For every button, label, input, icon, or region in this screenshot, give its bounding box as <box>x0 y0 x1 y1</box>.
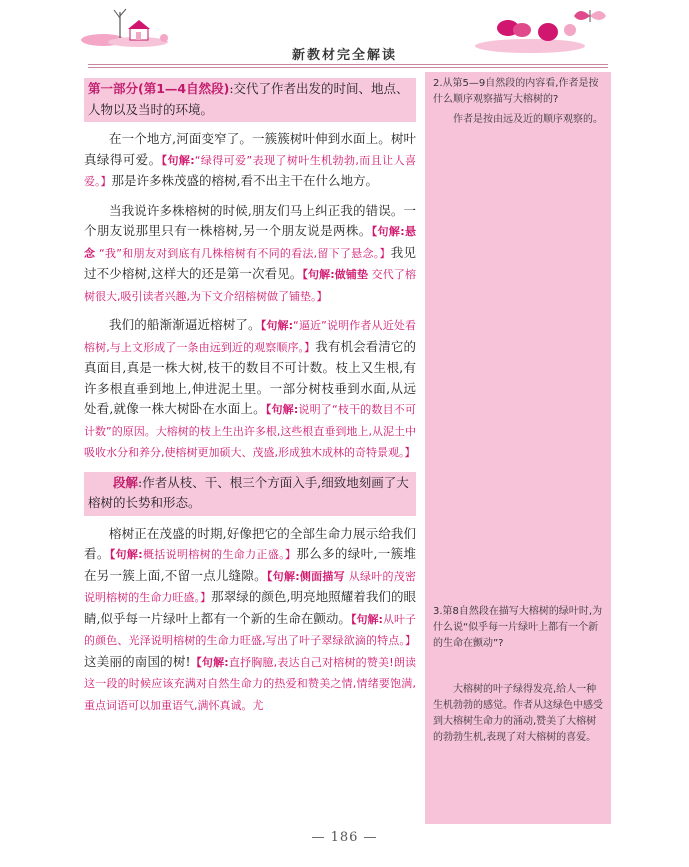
header-rule-lower <box>88 67 608 68</box>
paragraph-text: 这美丽的南国的树! <box>84 653 191 669</box>
segment-text: :作者从枝、干、根三个方面入手,细致地刻画了大榕树的长势和形态。 <box>88 474 409 510</box>
sidebar-questions <box>425 72 611 824</box>
sentence-note: 【句解:概括说明榕树的生命力正盛。】 <box>109 548 297 561</box>
part-summary-box <box>84 78 416 122</box>
sentence-note: 【句解:悬念 “我”和朋友对到底有几株榕树有不同的看法,留下了悬念。】 <box>84 225 416 260</box>
paragraph-text: 我们的船渐渐逼近榕树了。 <box>109 317 261 332</box>
sentence-note: 【句解:说明了“枝干的数目不可计数”的原因。大榕树的枝上生出许多根,这些根直垂到地上,从泥土中吸收水分和养分,使榕树更加硕大、茂盛,形成独木成林的奇特景观。】 <box>84 403 416 459</box>
sentence-note: 【句解:“绿得可爱”表现了树叶生机勃勃,而且让人喜爱。】 <box>84 153 416 188</box>
paragraph-3 <box>84 315 416 464</box>
sentence-note: 【句解:侧面描写 从绿叶的茂密说明榕树的生命力旺盛。】 <box>84 569 416 604</box>
page-number: — 186 — <box>311 830 378 845</box>
paragraph-4 <box>84 524 416 717</box>
paragraph-text: 在一个地方,河面变窄了。一簇簇树叶伸到水面上。树叶真绿得可爱。 <box>84 131 416 167</box>
part-text: :交代了作者出发的时间、地点、人物以及当时的环境。 <box>88 81 409 117</box>
house-tree-icon <box>78 4 188 48</box>
page-title: 新教材完全解读 <box>291 48 397 63</box>
paragraph-1 <box>84 129 416 193</box>
paragraph-text: 那翠绿的颜色,明亮地照耀着我们的眼睛,似乎每一片绿叶上都有一个新的生命在颤动。 <box>84 589 416 626</box>
answer-2: 作者是按由远及近的顺序观察的。 <box>453 114 603 125</box>
sentence-note: 【句解:直抒胸臆,表达自己对榕树的赞美!朗读这一段的时候应该充满对自然生命力的热爱和赞美之情,情绪要饱满,重点词语可以加重语气,满怀真诚。尤 <box>84 655 417 712</box>
answer-3: 大榕树的叶子绿得发亮,给人一种生机勃勃的感觉。作者从这绿色中感受到大榕树生命力的涌动,赞美了大榕树的勃勃生机,表现了对大榕树的喜爱。 <box>433 684 603 743</box>
paragraph-text: 我见过不少榕树,这样大的还是第一次看见。 <box>84 244 416 281</box>
part-label: 第一部分(第1—4自然段) <box>88 81 230 96</box>
paragraph-text: 当我说许多株榕树的时候,朋友们马上纠正我的错误。一个朋友说那里只有一株榕树,另一个朋友说是两株。 <box>84 202 416 238</box>
paragraph-text: 那么多的绿叶,一簇堆在另一簇上面,不留一点儿缝隙。 <box>84 546 416 583</box>
sentence-note: 【句解:做铺垫 交代了榕树很大,吸引读者兴趣,为下文介绍榕树做了铺垫。】 <box>84 268 416 303</box>
segment-label: 段解 <box>113 474 139 490</box>
page-header <box>0 0 689 72</box>
paragraph-text: 我有机会看清它的真面目,真是一株大树,枝干的数目不可计数。枝上又生根,有许多根直垂到地上,伸进泥土里。一部分树枝垂到水面,从远处看,就像一株大树卧在水面上。 <box>84 338 416 416</box>
question-2: 2.从第5—9自然段的内容看,作者是按什么顺序观察描写大榕树的? <box>433 78 599 105</box>
sentence-note: 【句解:“逼近”说明作者从近处看榕树,与上文形成了一条由远到近的观察顺序。】 <box>84 319 416 354</box>
question-3: 3.第8自然段在描写大榕树的绿叶时,为什么说“似乎每一片绿叶上都有一个新的生命在颤动”? <box>433 606 603 649</box>
segment-summary-box <box>84 472 416 516</box>
paragraph-text: 那是许多株茂盛的榕树,看不出主干在什么地方。 <box>111 173 378 188</box>
sentence-note: 【句解:从叶子的颜色、光泽说明榕树的生命力旺盛,写出了叶子翠绿欲滴的特点。】 <box>84 612 416 647</box>
paragraph-2 <box>84 201 416 308</box>
header-rule <box>88 64 608 65</box>
main-text-column <box>84 78 416 716</box>
paragraph-text: 榕树正在茂盛的时期,好像把它的全部生命力展示给我们看。 <box>84 525 416 561</box>
